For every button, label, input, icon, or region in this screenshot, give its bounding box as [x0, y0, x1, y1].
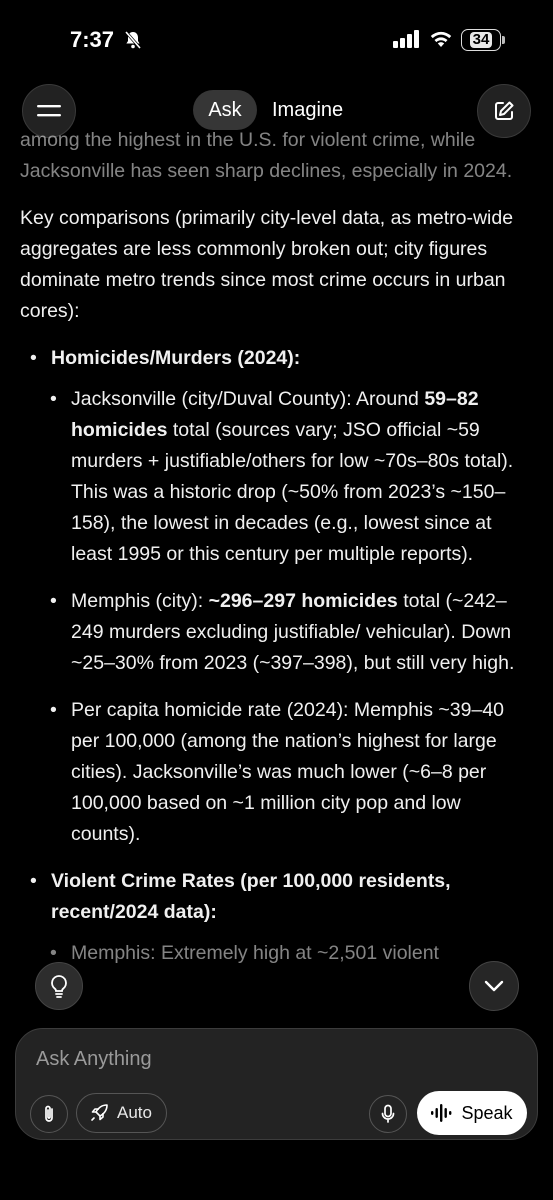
- response-paragraph: Key comparisons (primarily city-level data, as metro-wide aggregates are less commonly broken out; city figures dominate metro trends since most crime occurs in urban cores):: [20, 207, 514, 322]
- list-item: [40, 695, 530, 850]
- section-colon: :: [210, 901, 217, 923]
- list-item: [20, 343, 530, 374]
- paperclip-icon: [41, 1104, 57, 1124]
- list-item: [20, 866, 530, 928]
- section-title: Homicides/Murders (2024): [51, 347, 294, 369]
- cellular-signal-icon: [393, 30, 421, 53]
- item-text: total (sources vary; JSO official ~59 murders + justifiable/others for low ~70s–80s total). This was a historic drop (~50% from 2023’s ~150–158), the lowest in decades (e.g., lowest since at least 1995 or this century per multiple reports).: [71, 419, 514, 565]
- item-bold: 59–82 homicides: [71, 388, 479, 441]
- item-text: Jacksonville (city/Duval County): Around: [71, 388, 425, 410]
- microphone-button[interactable]: [369, 1095, 407, 1133]
- mode-imagine-tab[interactable]: Imagine: [272, 99, 344, 121]
- battery-level: 34: [470, 32, 493, 48]
- attach-button[interactable]: [30, 1095, 68, 1133]
- item-text: Memphis (city):: [71, 590, 209, 612]
- rocket-icon: [89, 1103, 109, 1123]
- hamburger-icon: [37, 103, 61, 119]
- silent-bell-icon: [123, 30, 143, 55]
- auto-mode-button[interactable]: [76, 1093, 167, 1133]
- status-bar: [0, 0, 553, 80]
- bullet-list: [20, 343, 530, 374]
- list-item: [40, 384, 530, 570]
- sub-bullet-list: [20, 384, 530, 850]
- item-text: Memphis: Extremely high at ~2,501 violent: [71, 942, 439, 964]
- sub-bullet-list: [20, 938, 530, 969]
- battery-icon: [461, 29, 501, 51]
- auto-label: Auto: [117, 1103, 152, 1122]
- scroll-down-button[interactable]: [469, 961, 519, 1011]
- speak-label: Speak: [461, 1102, 513, 1123]
- item-text: total (~242–249 murders excluding justifiable/ vehicular). Down ~25–30% from 2023 (~397–398), but still very high.: [71, 590, 515, 674]
- item-text: Per capita homicide rate (2024): Memphis ~39–40 per 100,000 (among the nation’s highest for large cities). Jacksonville’s was much lower (~6–8 per 100,000 based on ~1 million city pop and low counts).: [71, 699, 505, 845]
- edit-icon: [492, 99, 516, 123]
- section-title: Violent Crime Rates (per 100,000 residents, recent/2024 data): [51, 870, 451, 923]
- list-item: [40, 938, 530, 969]
- mode-ask-tab[interactable]: Ask: [193, 90, 257, 130]
- hint-button[interactable]: [35, 962, 83, 1010]
- section-colon: :: [293, 347, 301, 369]
- wifi-icon: [428, 29, 454, 54]
- response-paragraph: among the highest in the U.S. for violent crime, while Jacksonville has seen sharp declines, especially in 2024.: [20, 129, 513, 182]
- speak-button[interactable]: [417, 1091, 527, 1135]
- status-time: 7:37: [70, 27, 115, 52]
- item-bold: ~296–297 homicides: [208, 590, 398, 612]
- microphone-icon: [380, 1104, 396, 1124]
- response-content: [20, 125, 530, 985]
- bullet-list: [20, 866, 530, 928]
- lightbulb-icon: [48, 974, 70, 998]
- ask-input[interactable]: [34, 1043, 518, 1075]
- chevron-down-icon: [484, 980, 504, 992]
- voice-waveform-icon: [431, 1104, 453, 1122]
- composer: [15, 1028, 538, 1140]
- list-item: [40, 586, 530, 679]
